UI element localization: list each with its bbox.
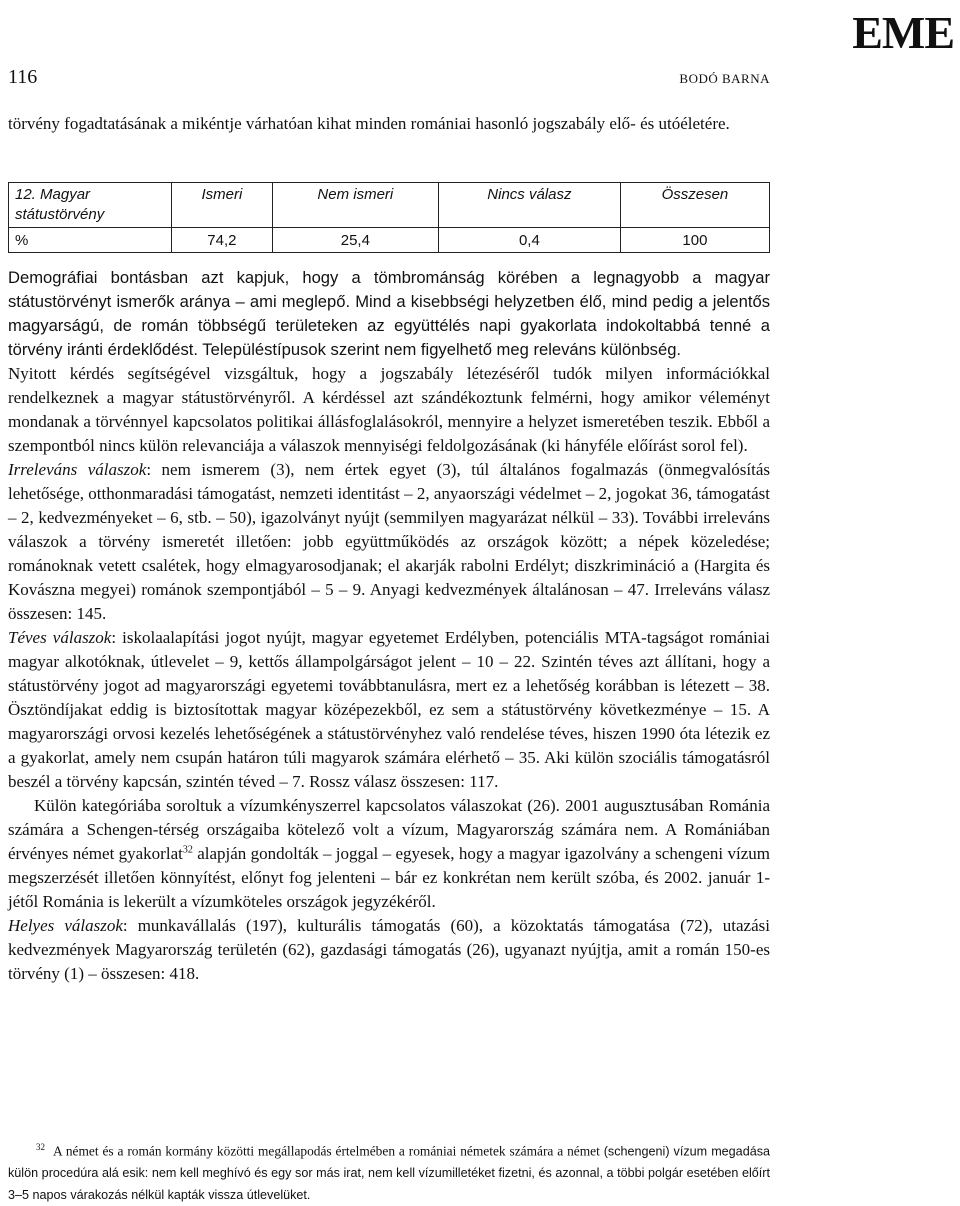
table-cell: % xyxy=(9,228,172,253)
intro-text: törvény fogadtatásának a mikéntje várhatóan kihat minden romániai hasonló jogszabály elő- és utóéletére. xyxy=(8,114,730,133)
table-header-cell: Összesen xyxy=(620,183,769,228)
journal-logo xyxy=(852,6,954,59)
category-label: Helyes válaszok xyxy=(8,916,123,935)
paragraph-demographics: Demográfiai bontásban azt kapjuk, hogy a tömbrománság körében a legnagyobb a magyar státustörvényt ismerők aránya – ami meglepő. Mind a kisebbségi helyzetben élő, mind pedig a jelentős magyarságú, de román többségű területeken az együttélés napi gyakorlata indokoltabbá tenné a törvény iránti érdeklődést. Településtípusok szerint nem figyelhető meg releváns különbség. xyxy=(8,268,770,359)
paragraph-text: Nyitott kérdés segítségével vizsgáltuk, hogy a jogszabály létezéséről tudók milyen információkkal rendelkeznek a magyar státustörvényről. A kérdéssel azt szándékoztunk felmérni, hogy amikor véleményt mondanak a törvénnyel kapcsolatos politikai állásfoglalásokról, mennyire a helyzet ismeretében teszik. Ebből a szempontból nincs külön relevanciája a válaszok mennyiségi feldolgozásának (ki hányféle előírást sorol fel). xyxy=(8,364,770,455)
body-text xyxy=(8,266,770,986)
footnote-reference: 32 xyxy=(182,844,193,856)
footnote-text: A német és a román kormány közötti megállapodás értelmében a romániai németek számára a német xyxy=(53,1143,604,1159)
table-header-cell: 12. Magyar státustörvény xyxy=(9,183,172,228)
footnote xyxy=(8,1136,770,1206)
paragraph-text: alapján gondolták – joggal – egyesek, hogy a magyar igazolvány a schengeni vízum megszerzését illetően könnyítést, előnyt fog jelenteni – bár ez konkrétan nem került szóba, és 2002. január 1-jétől Románia is lekerült a vízumköteles országok jegyzékéről. xyxy=(8,844,770,911)
running-author: BODÓ BARNA xyxy=(679,71,770,86)
paragraph-visa xyxy=(8,794,770,914)
logo-letter-e: E xyxy=(852,7,882,58)
table-header-row xyxy=(9,183,770,228)
footnote-number: 32 xyxy=(36,1142,45,1152)
paragraph-correct xyxy=(8,914,770,986)
logo-letter-e2: E xyxy=(924,7,954,58)
table-header-cell: Nincs válasz xyxy=(438,183,620,228)
paragraph-wrong xyxy=(8,626,770,794)
paragraph-text: Külön kategóriába soroltuk a vízumkényszerrel kapcsolatos válaszokat (26). 2001 augusztusában Románia számára a Schengen-térség országaiba kötelező volt a vízum, Magyarország számára nem. A Romániában érvényes német gyakorlat xyxy=(8,796,770,863)
paragraph-irrelevant xyxy=(8,458,770,626)
logo-letter-m: M xyxy=(881,7,925,58)
footnote-text: (schengeni) vízum megadása külön procedúra alá esik: nem kell meghívó és egy sor más irat, nem kell vízumilletéket fizetni, és azonnal, a többi polgár esetében előírt 3–5 napos várakozás nélkül kapták vissza útlevelüket. xyxy=(8,1144,770,1203)
table-row xyxy=(9,228,770,253)
table-cell: 100 xyxy=(620,228,769,253)
table-cell: 74,2 xyxy=(172,228,273,253)
page-number: 116 xyxy=(8,66,38,88)
paragraph-text: : munkavállalás (197), kulturális támogatás (60), a közoktatás támogatása (72), utazási kedvezmények Magyarország területén (62), gazdasági támogatás (26), ugyanazt nyújtja, amit a román 150-es törvény (1) – összesen: 418. xyxy=(8,916,770,983)
running-header xyxy=(8,66,770,89)
table-header-cell: Nem ismeri xyxy=(272,183,438,228)
table-header-cell: Ismeri xyxy=(172,183,273,228)
statistics-table xyxy=(8,182,770,253)
paragraph-text: : nem ismerem (3), nem értek egyet (3), túl általános fogalmazás (önmegvalósítás lehetősége, otthonmaradási támogatást, nemzeti identitást – 2, anyaországi védelmet – 2, jogokat 36, támogatást – 2, kedvezményeket – 6, stb. – 50), igazolványt nyújt (semmilyen magyarázat nélkül – 33). További irreleváns válaszok a törvény ismeretét illetően: jobb együttműködés az országok között; a népek közeledése; románoknak vetett csalétek, hogy elmagyarosodjanak; el akarják rabolni Erdélyt; diszkrimináció a (Hargita és Kovászna megyei) románok szempontjából – 5 – 9. Anyagi kedvezmények általánosan – 47. Irreleváns válasz összesen: 145. xyxy=(8,460,770,623)
table-cell: 25,4 xyxy=(272,228,438,253)
paragraph-open-question xyxy=(8,362,770,458)
paragraph-text: : iskolaalapítási jogot nyújt, magyar egyetemet Erdélyben, potenciális MTA-tagságot romániai magyar alkotóknak, útlevelet – 9, kettős állampolgárságot jelent – 10 – 22. Szintén téves azt állítani, hogy a státustörvény jogot ad magyarországi egyetemi továbbtanulásra, mert ez a lehetőség korábban is létezett – 38. Ösztöndíjakat eddig is biztosítottak magyar középezekből, ez sem a státustörvény következménye – 15. A magyarországi orvosi kezelés lehetőségének a státustörvényhez való rendelése téves, hiszen 1990 óta létezik ez a gyakorlat, amely nem csupán határon túli magyarok számára elérhető – 35. Aki külön szociális támogatásról beszél a törvény kapcsán, szintén téved – 7. Rossz válasz összesen: 117. xyxy=(8,628,770,791)
category-label: Irreleváns válaszok xyxy=(8,460,147,479)
intro-paragraph xyxy=(8,112,770,136)
table-cell: 0,4 xyxy=(438,228,620,253)
category-label: Téves válaszok xyxy=(8,628,112,647)
